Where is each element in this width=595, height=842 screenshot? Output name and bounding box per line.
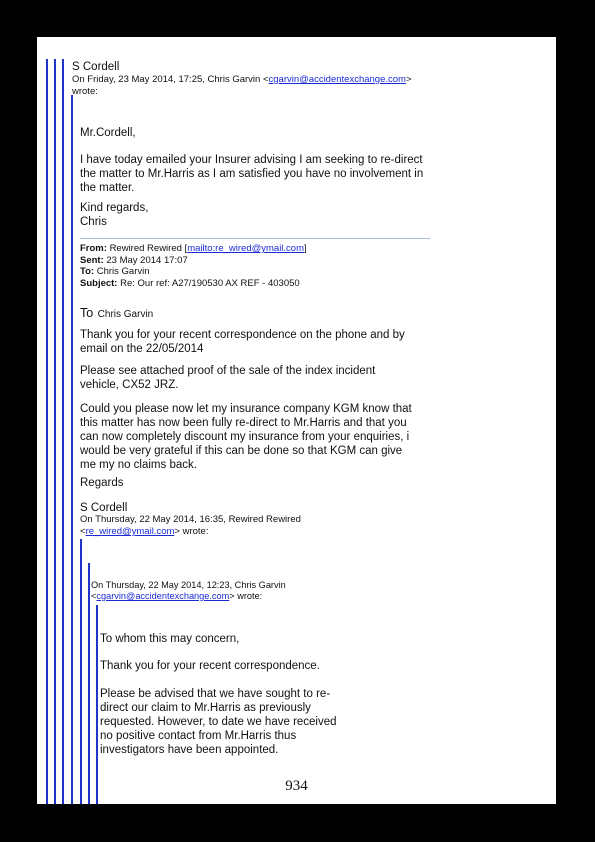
forward-to xyxy=(80,266,150,278)
email-link-3[interactable]: cgarvin@accidentexchange.com xyxy=(96,591,230,601)
message-sender: S Cordell xyxy=(80,502,128,514)
subject-value: Re: Our ref: A27/190530 AX REF - 403050 xyxy=(120,278,300,289)
message-paragraph-3: Could you please now let my insurance company KGM know that this matter has now been fully re-direct to Mr.Harris and that you can now completely discount my insurance from your enquiries, i would be very grateful if this can be done so that KGM can give me my no claims back. xyxy=(80,403,412,471)
wrote-text: > wrote: xyxy=(174,526,209,537)
quote-attribution-2-email xyxy=(80,526,208,538)
forward-subject xyxy=(80,278,300,290)
quote-bar-4 xyxy=(71,95,73,804)
forward-from xyxy=(80,243,307,255)
message3-greeting: To whom this may concern, xyxy=(100,633,240,645)
quote-attribution-3: On Thursday, 22 May 2014, 12:23, Chris Garvin xyxy=(91,580,286,590)
message-recipient xyxy=(80,304,153,322)
email-link-2[interactable]: re_wired@ymail.com xyxy=(85,526,175,537)
quote-bar-6 xyxy=(88,563,90,804)
reply-greeting: Mr.Cordell, xyxy=(80,127,136,139)
sent-value: 23 May 2014 17:07 xyxy=(106,255,188,266)
attribution-wrote: wrote: xyxy=(72,86,98,97)
document-page xyxy=(37,37,556,804)
subject-label: Subject: xyxy=(80,278,118,289)
reply-body: I have today emailed your Insurer advising I am seeking to re-direct the matter to Mr.Harris as I am satisfied you have no involvement in the matter. xyxy=(80,154,424,194)
lt-bracket: < xyxy=(80,526,86,537)
quote-bar-1 xyxy=(46,59,48,804)
quote-bar-5 xyxy=(80,539,82,804)
attribution-close: > xyxy=(405,74,412,85)
message-paragraph-1: Thank you for your recent correspondence on the phone and by email on the 22/05/2014 xyxy=(80,329,405,355)
message3-paragraph-1: Thank you for your recent correspondence. xyxy=(100,660,320,672)
to-name: Chris Garvin xyxy=(97,309,154,320)
sender-name: S Cordell xyxy=(72,61,120,73)
message3-paragraph-2: Please be advised that we have sought to re- direct our claim to Mr.Harris as previously requested. However, to date we have received no positive contact from Mr.Harris thus investigators have been appointed. xyxy=(100,688,337,756)
message-regards: Regards xyxy=(80,477,124,489)
lt-bracket-3: < xyxy=(91,591,97,601)
from-close: ] xyxy=(304,243,307,254)
to-label: To: xyxy=(80,266,95,277)
to-prefix: To xyxy=(80,306,94,320)
page-number: 934 xyxy=(285,778,308,794)
from-label: From: xyxy=(80,243,107,254)
wrote-text-3: > wrote: xyxy=(229,591,263,601)
to-value: Chris Garvin xyxy=(96,266,150,277)
quote-attribution xyxy=(72,74,412,86)
quote-attribution-3-email xyxy=(91,591,262,602)
quote-bar-2 xyxy=(54,59,56,804)
quote-attribution-2: On Thursday, 22 May 2014, 16:35, Rewired Rewired xyxy=(80,514,301,525)
reply-signoff: Kind regards, Chris xyxy=(80,202,149,228)
attribution-text: On Friday, 23 May 2014, 17:25, Chris Garvin < xyxy=(72,74,269,85)
quote-bar-3 xyxy=(62,59,64,804)
email-link[interactable]: cgarvin@accidentexchange.com xyxy=(268,74,406,85)
sent-label: Sent: xyxy=(80,255,104,266)
message-paragraph-2: Please see attached proof of the sale of the index incident vehicle, CX52 JRZ. xyxy=(80,365,376,391)
mailto-link[interactable]: mailto:re_wired@ymail.com xyxy=(187,243,304,254)
quote-bar-7 xyxy=(96,605,98,804)
from-value: Rewired Rewired [ xyxy=(109,243,188,254)
divider-rule xyxy=(80,238,430,239)
